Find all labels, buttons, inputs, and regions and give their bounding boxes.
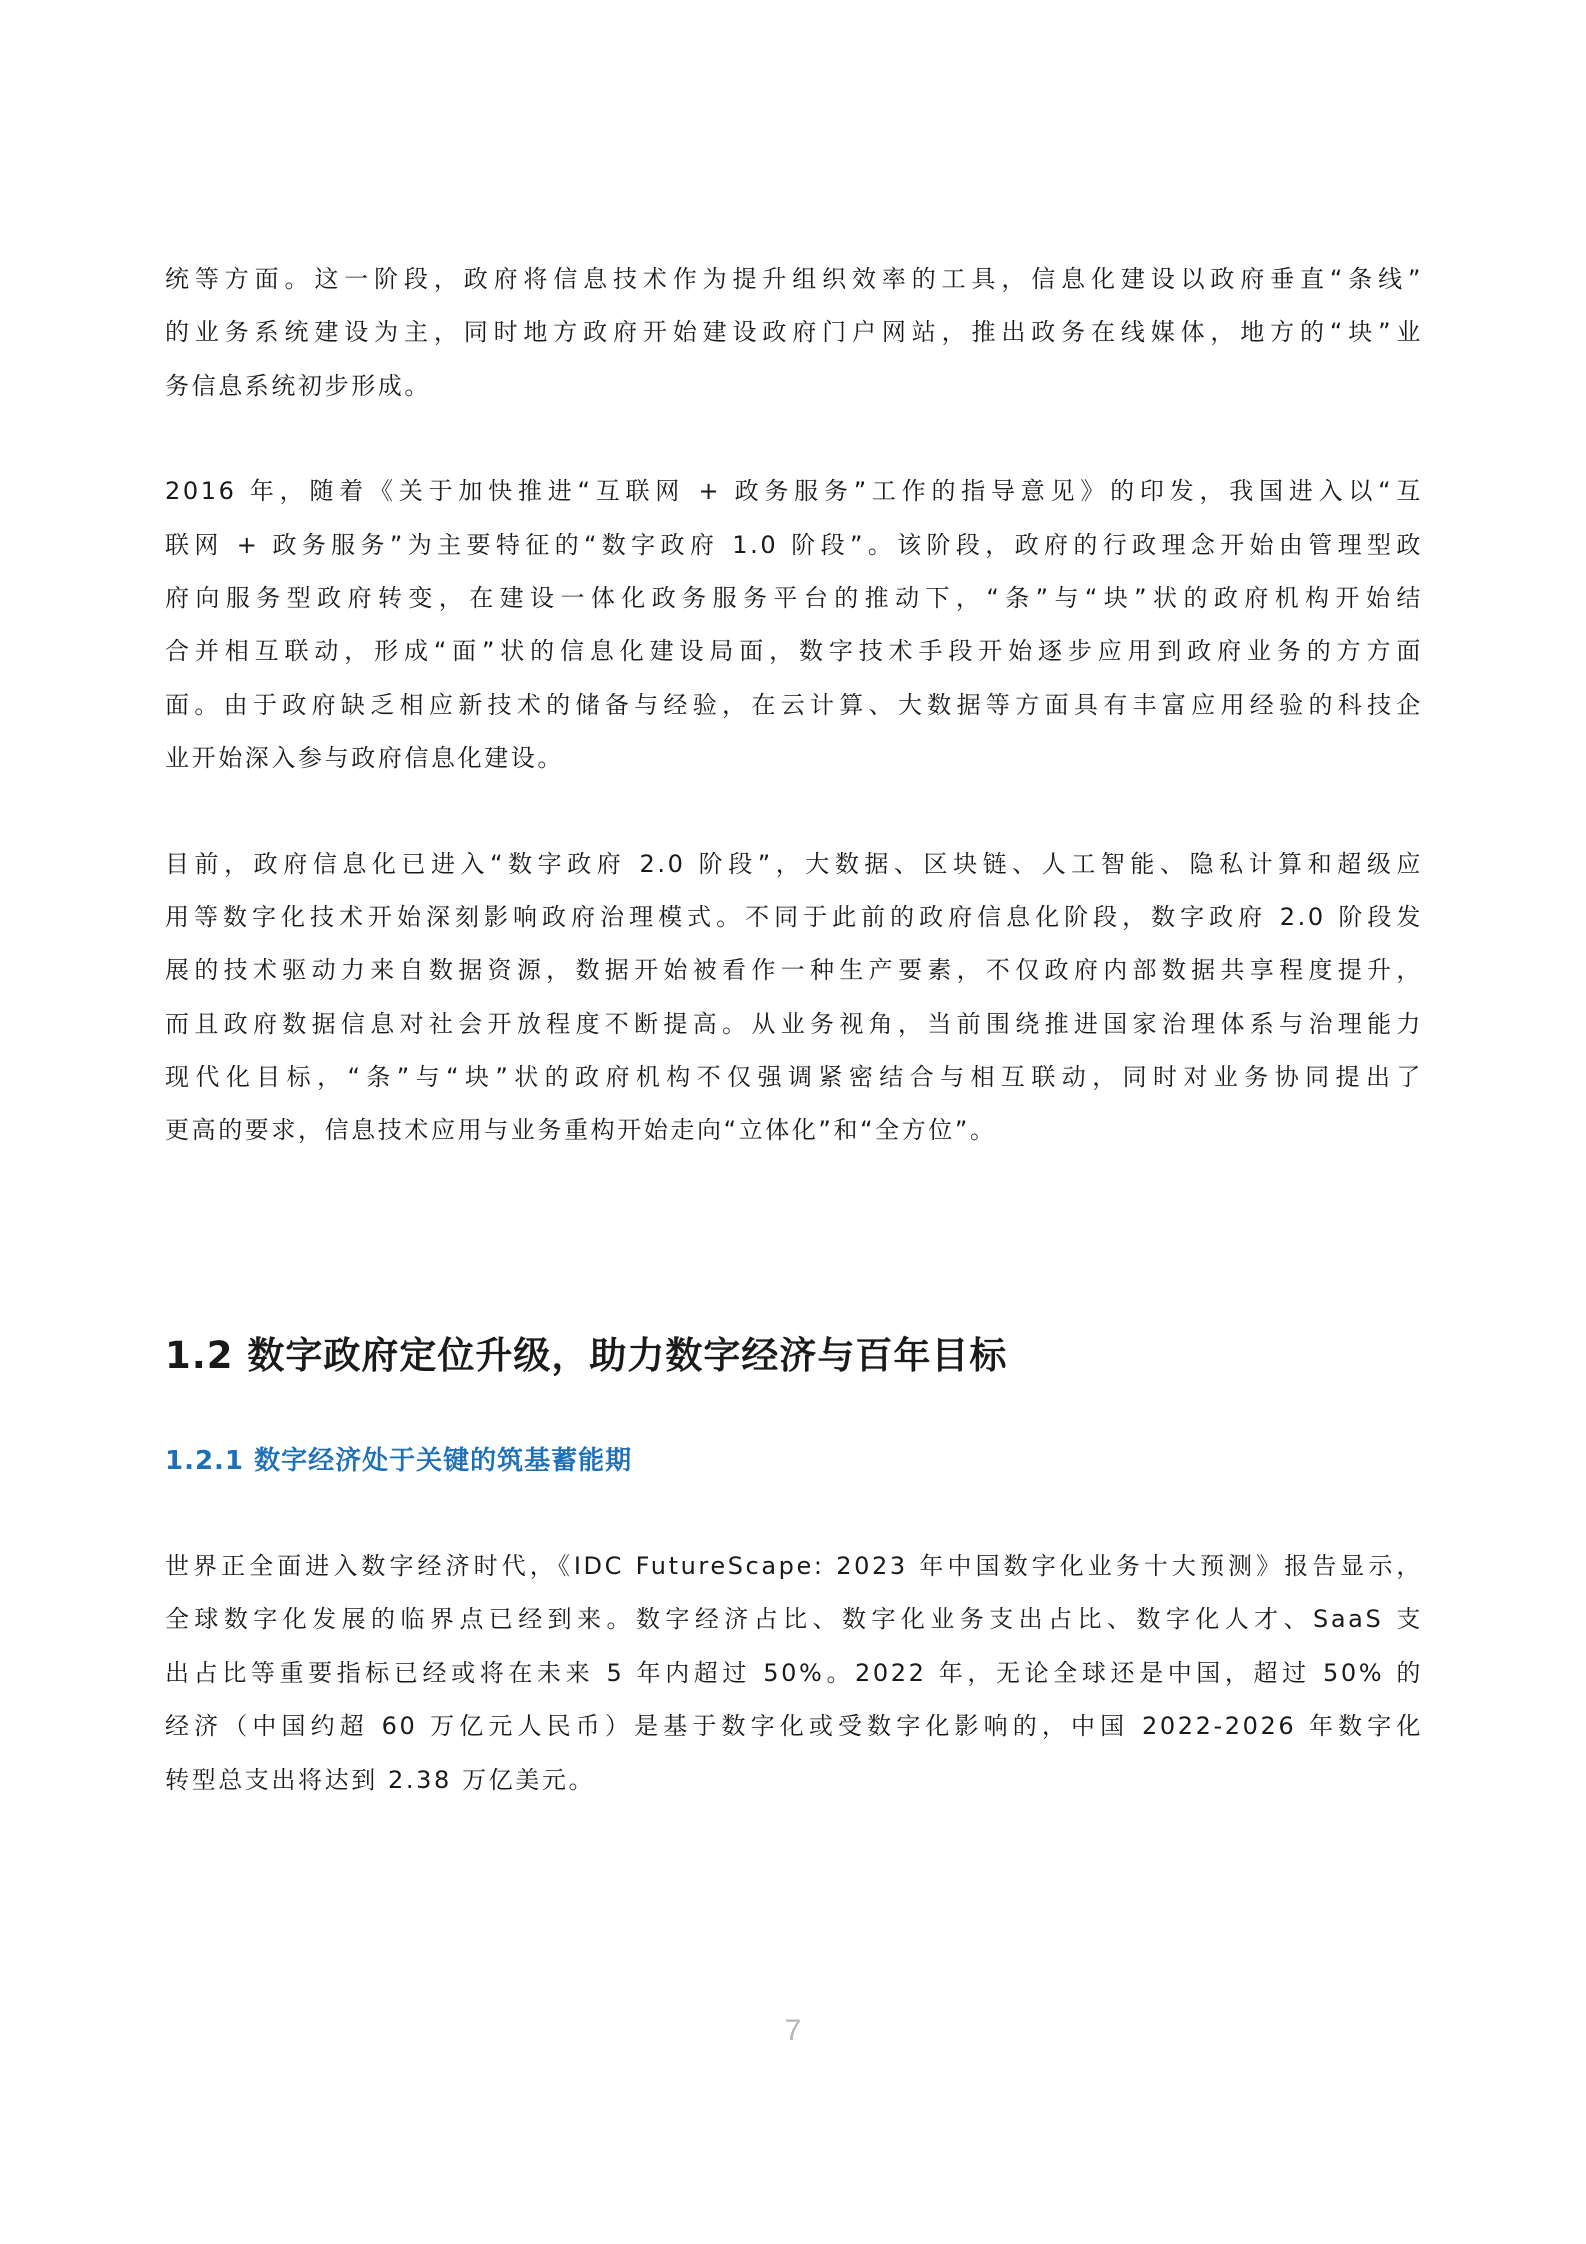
paragraph-line: 更高的要求，信息技术应用与业务重构开始走向“立体化”和“全方位”。 <box>165 1116 997 1145</box>
paragraph-line: 面。由于政府缺乏相应新技术的储备与经验，在云计算、大数据等方面具有丰富应用经验的科技企 <box>165 690 1423 719</box>
paragraph-government-informatization-stage <box>165 253 1423 413</box>
paragraph-line: 联网 + 政务服务”为主要特征的“数字政府 1.0 阶段”。该阶段，政府的行政理念开始由管理型政 <box>165 530 1423 559</box>
paragraph-line: 务信息系统初步形成。 <box>165 371 431 400</box>
section-heading: 1.2 数字政府定位升级，助力数字经济与百年目标 <box>165 1334 1008 1377</box>
paragraph-line: 合并相互联动，形成“面”状的信息化建设局面，数字技术手段开始逐步应用到政府业务的方方面 <box>165 637 1423 666</box>
paragraph-line: 出占比等重要指标已经或将在未来 5 年内超过 50%。2022 年，无论全球还是中国，超过 50% 的 <box>165 1658 1423 1687</box>
paragraph-line: 而且政府数据信息对社会开放程度不断提高。从业务视角，当前围绕推进国家治理体系与治理能力 <box>165 1009 1423 1038</box>
paragraph-line: 用等数字化技术开始深刻影响政府治理模式。不同于此前的政府信息化阶段，数字政府 2.0 阶段发 <box>165 902 1423 931</box>
page-number: 7 <box>784 2014 802 2047</box>
paragraph-line: 全球数字化发展的临界点已经到来。数字经济占比、数字化业务支出占比、数字化人才、SaaS 支 <box>165 1605 1423 1634</box>
paragraph-digital-government-2-0 <box>165 838 1423 1158</box>
paragraph-line: 目前，政府信息化已进入“数字政府 2.0 阶段”，大数据、区块链、人工智能、隐私计算和超级应 <box>165 849 1423 878</box>
paragraph-digital-government-1-0 <box>165 465 1423 785</box>
paragraph-line: 经济（中国约超 60 万亿元人民币）是基于数字化或受数字化影响的，中国 2022-2026 年数字化 <box>165 1712 1423 1741</box>
paragraph-line: 2016 年，随着《关于加快推进“互联网 + 政务服务”工作的指导意见》的印发，我国进入以“互 <box>165 477 1423 506</box>
paragraph-digital-economy <box>165 1540 1423 1807</box>
paragraph-line: 展的技术驱动力来自数据资源，数据开始被看作一种生产要素，不仅政府内部数据共享程度提升， <box>165 956 1423 985</box>
paragraph-line: 的业务系统建设为主，同时地方政府开始建设政府门户网站，推出政务在线媒体，地方的“块”业 <box>165 318 1423 347</box>
paragraph-line: 统等方面。这一阶段，政府将信息技术作为提升组织效率的工具，信息化建设以政府垂直“条线” <box>165 265 1423 293</box>
paragraph-line: 转型总支出将达到 2.38 万亿美元。 <box>165 1765 596 1794</box>
paragraph-line: 业开始深入参与政府信息化建设。 <box>165 744 564 773</box>
paragraph-line: 府向服务型政府转变，在建设一体化政务服务平台的推动下，“条”与“块”状的政府机构开始结 <box>165 583 1423 612</box>
paragraph-line: 世界正全面进入数字经济时代，《IDC FutureScape: 2023 年中国数字化业务十大预测》报告显示， <box>165 1552 1423 1580</box>
paragraph-line: 现代化目标，“条”与“块”状的政府机构不仅强调紧密结合与相互联动，同时对业务协同提出了 <box>165 1063 1423 1092</box>
document-page <box>165 253 1423 1794</box>
subsection-heading: 1.2.1 数字经济处于关键的筑基蓄能期 <box>165 1446 633 1476</box>
